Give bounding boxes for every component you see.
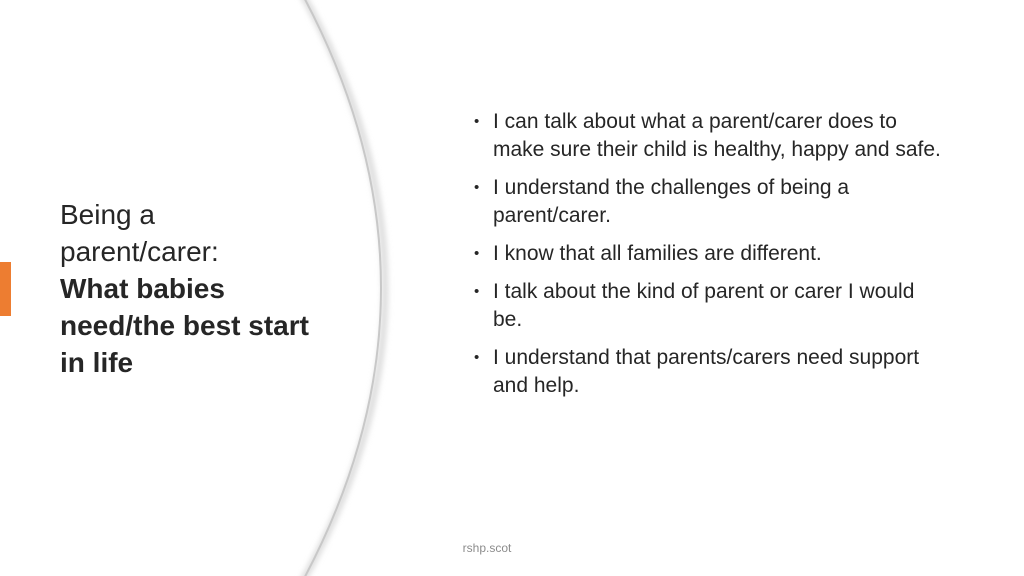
title-bold-line-3: in life (60, 347, 134, 378)
bullet-icon: • (474, 283, 480, 300)
title-line-2: parent/carer: (60, 236, 219, 267)
bullet-icon: • (474, 179, 480, 196)
bullet-icon: • (474, 349, 480, 366)
orange-accent-bar (0, 262, 11, 316)
slide-title (60, 196, 360, 381)
bullet-item (472, 344, 942, 400)
bullet-text: I understand that parents/carers need support and help. (493, 346, 920, 397)
title-bold-line-2: need/the best start (60, 310, 309, 341)
bullet-text: I understand the challenges of being a parent/carer. (493, 176, 850, 227)
bullet-item (472, 278, 942, 334)
bullet-text: I know that all families are different. (493, 242, 822, 265)
bullet-icon: • (474, 245, 480, 262)
bullet-text: I can talk about what a parent/carer does to make sure their child is healthy, happy and safe. (493, 110, 941, 161)
bullet-icon: • (474, 113, 480, 130)
bullet-text: I talk about the kind of parent or carer I would be. (493, 280, 915, 331)
bullet-item (472, 240, 942, 268)
title-line-1: Being a (60, 199, 155, 230)
footer-url: rshp.scot (462, 541, 512, 555)
bullet-item (472, 174, 942, 230)
bullet-list (472, 108, 942, 410)
bullet-item (472, 108, 942, 164)
title-bold-line-1: What babies (60, 273, 225, 304)
